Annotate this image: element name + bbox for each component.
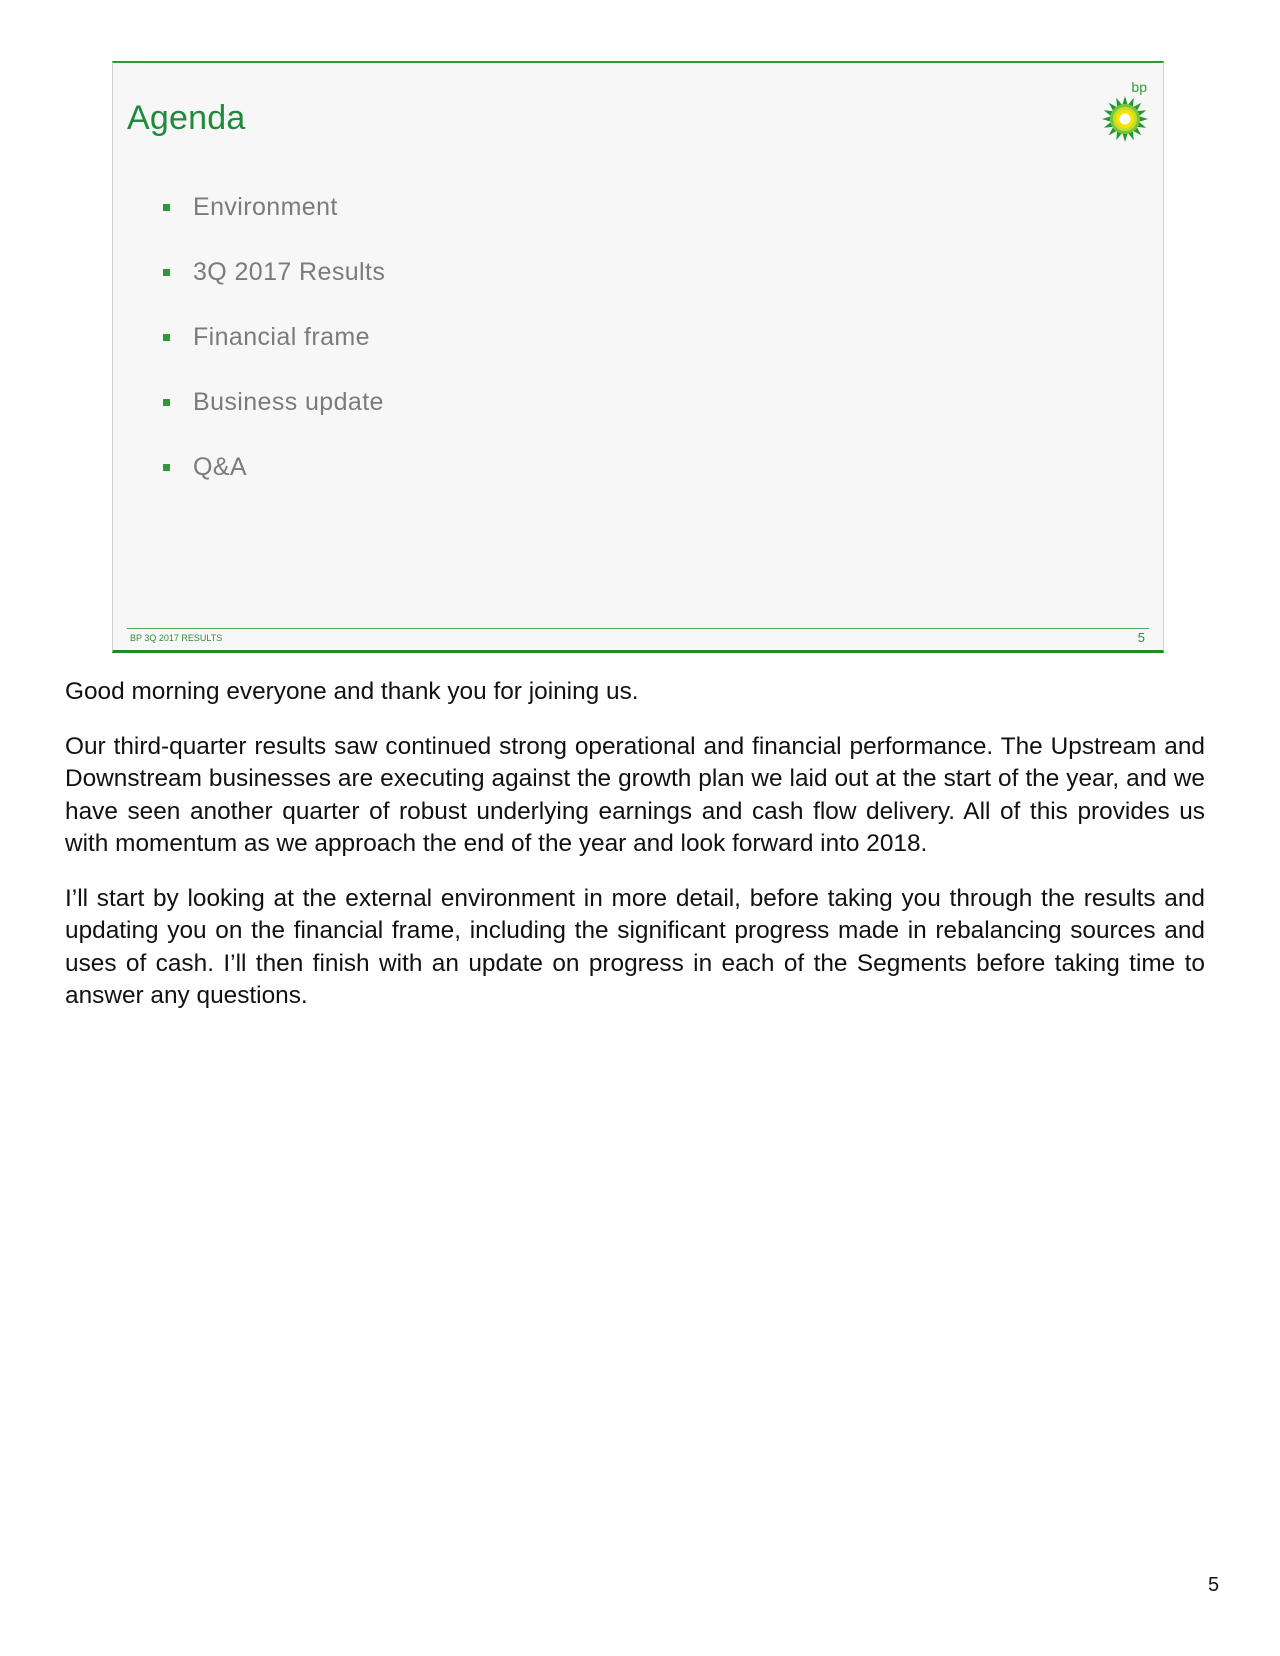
notes-paragraph: I’ll start by looking at the external environment in more detail, before taking you through the results and updating you on the financial frame, including the significant progress made in rebalancing sources and uses of cash. I’ll then finish with an update on progress in each of the Segments before taking time to answer any questions. [65,884,1205,1009]
agenda-item-label: 3Q 2017 Results [193,258,386,286]
agenda-item-label: Q&A [193,453,247,481]
notes-paragraph: Our third-quarter results saw continued strong operational and financial performance. The Upstream and Downstream businesses are executing against the growth plan we laid out at the start of the year, and we have seen another quarter of robust underlying earnings and cash flow delivery. All of this provides us with momentum as we approach the end of the year and look forward into 2018. [65,732,1205,857]
square-bullet-icon [163,204,170,211]
agenda-item [163,175,385,240]
agenda-item-label: Business update [193,388,384,416]
agenda-item [163,240,385,305]
page-number: 5 [1208,1574,1220,1596]
bp-helios-logo-icon [1101,95,1149,143]
square-bullet-icon [163,269,170,276]
speaker-notes [65,676,1205,1035]
slide-footer-label: BP 3Q 2017 RESULTS [130,633,223,643]
agenda-item [163,370,385,435]
agenda-item-label: Financial frame [193,323,370,351]
agenda-item-label: Environment [193,193,338,221]
logo-text: bp [1131,79,1147,95]
square-bullet-icon [163,464,170,471]
agenda-item [163,435,385,500]
slide-page-number: 5 [1137,630,1145,645]
square-bullet-icon [163,399,170,406]
slide-footer-divider [127,628,1149,629]
agenda-slide [112,61,1164,653]
square-bullet-icon [163,334,170,341]
agenda-list [163,175,385,500]
agenda-item [163,305,385,370]
slide-title: Agenda [127,99,246,137]
notes-paragraph: Good morning everyone and thank you for joining us. [65,678,639,705]
bp-logo [1101,79,1149,143]
